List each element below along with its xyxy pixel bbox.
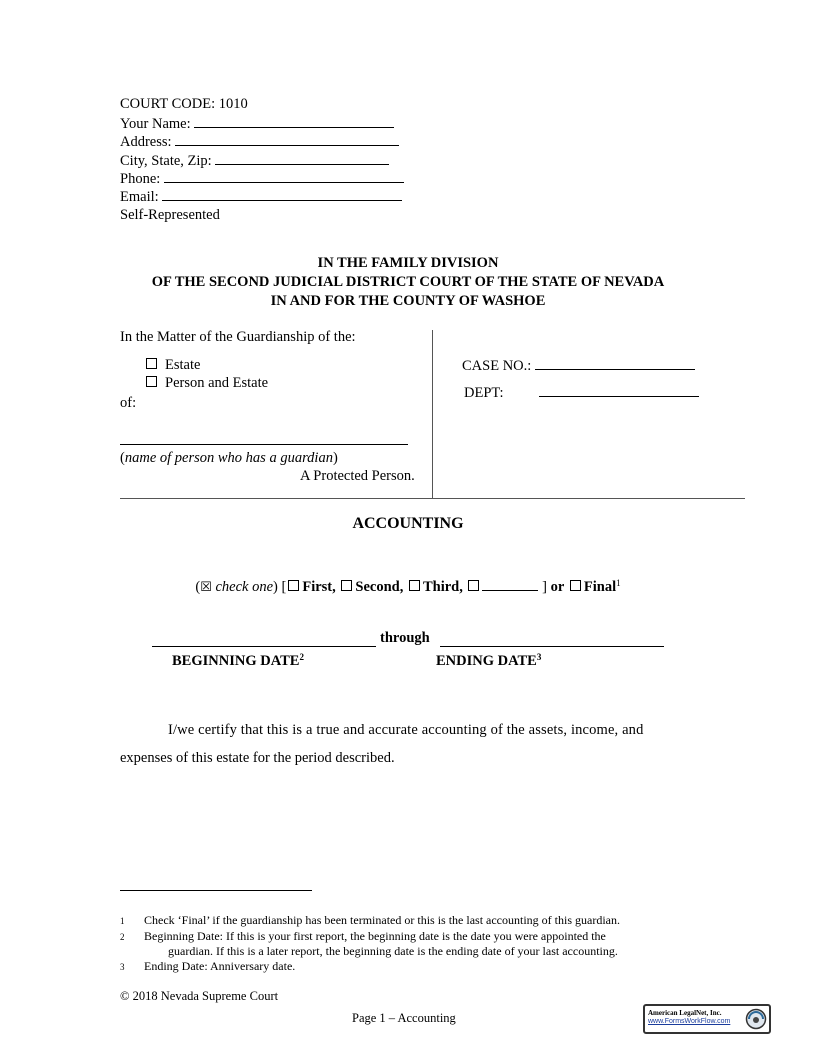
option-estate[interactable] (146, 356, 200, 374)
case-no-row (462, 356, 695, 375)
american-legalnet-logo[interactable] (643, 1004, 771, 1034)
copyright: © 2018 Nevada Supreme Court (120, 989, 279, 1003)
third-label: Third, (422, 579, 463, 595)
dept-field[interactable] (539, 383, 699, 397)
final-checkbox[interactable] (570, 580, 581, 591)
phone-field[interactable] (164, 169, 404, 183)
protected-name-field[interactable] (120, 444, 408, 445)
case-no-label: CASE NO.: (462, 358, 532, 374)
address-label: Address: (120, 134, 172, 150)
first-checkbox[interactable] (288, 580, 299, 591)
ending-date-field[interactable] (440, 646, 664, 647)
globe-icon (745, 1008, 767, 1030)
phone-row (120, 169, 404, 188)
other-ordinal-field[interactable] (482, 577, 538, 591)
case-no-field[interactable] (535, 356, 695, 370)
court-code: COURT CODE: 1010 (120, 96, 248, 112)
person-estate-checkbox[interactable] (146, 376, 157, 387)
first-label: First, (302, 579, 336, 595)
phone-label: Phone: (120, 171, 161, 187)
footnote-separator (120, 890, 312, 891)
or-label: or (550, 579, 565, 595)
protected-person: A Protected Person. (300, 468, 415, 484)
second-checkbox[interactable] (341, 580, 352, 591)
beginning-date-text: BEGINNING DATE (172, 653, 300, 669)
checked-box-icon: ☒ (200, 579, 212, 594)
through-label: through (380, 630, 430, 646)
name-hint-text: name of person who has a guardian (124, 450, 333, 466)
email-field[interactable] (162, 187, 402, 201)
footnote-2-text-line-1: Beginning Date: If this is your first report, the beginning date is the date you were appointed the (144, 929, 606, 943)
document-title: ACCOUNTING (352, 515, 464, 532)
matter-text: In the Matter of the Guardianship of the: (120, 329, 356, 345)
footnote-2-text-line-2: guardian. If this is a later report, the beginning date is the ending date of your last accounting. (168, 944, 618, 958)
email-row (120, 187, 402, 206)
city-field[interactable] (215, 151, 389, 165)
address-field[interactable] (175, 132, 399, 146)
footnote-1-num: 1 (120, 916, 125, 926)
email-label: Email: (120, 189, 159, 205)
person-estate-label: Person and Estate (165, 375, 269, 391)
your-name-label: Your Name: (120, 116, 191, 132)
estate-label: Estate (165, 357, 201, 373)
page-label: Page 1 – Accounting (352, 1011, 456, 1025)
final-label: Final (583, 579, 617, 595)
footnote-3-text: Ending Date: Anniversary date. (144, 959, 296, 973)
name-hint: (name of person who has a guardian) (120, 450, 338, 466)
court-line-3: IN AND FOR THE COUNTY OF WASHOE (270, 293, 546, 309)
second-label: Second, (355, 579, 404, 595)
your-name-field[interactable] (194, 114, 394, 128)
check-one-text: check one (215, 579, 274, 595)
footnote-3-num: 3 (120, 962, 125, 972)
of-label: of: (120, 395, 137, 411)
beginning-date-field[interactable] (152, 646, 376, 647)
court-line-1: IN THE FAMILY DIVISION (317, 255, 499, 271)
ending-date-label (436, 648, 541, 670)
footnote-1-text: Check ‘Final’ if the guardianship has been terminated or this is the last accounting of this guardian. (144, 913, 620, 927)
other-checkbox[interactable] (468, 580, 479, 591)
self-represented: Self-Represented (120, 207, 220, 223)
third-checkbox[interactable] (409, 580, 420, 591)
certify-line-1: I/we certify that this is a true and accurate accounting of the assets, income, and (168, 722, 644, 738)
city-row (120, 151, 389, 170)
dept-row (464, 383, 699, 402)
your-name-row (120, 114, 394, 133)
ending-date-text: ENDING DATE (436, 653, 537, 669)
footnote-ref-3: 3 (536, 652, 542, 662)
estate-checkbox[interactable] (146, 358, 157, 369)
footnote-ref-2: 2 (299, 652, 304, 662)
city-label: City, State, Zip: (120, 153, 212, 169)
footnote-2-num: 2 (120, 932, 125, 942)
address-row (120, 132, 399, 151)
dept-label: DEPT: (464, 385, 504, 401)
beginning-date-label (172, 648, 304, 670)
accounting-type-row: (☒ check one) [ First, Second, Third, ] or Final$^1$ (195, 578, 621, 595)
logo-url[interactable]: www.FormsWorkFlow.com (648, 1018, 731, 1025)
certify-line-2: expenses of this estate for the period described. (120, 750, 395, 766)
caption-divider (432, 330, 433, 499)
logo-company: American LegalNet, Inc. (648, 1009, 722, 1017)
footnote-ref-1: 1 (616, 578, 621, 588)
court-line-2: OF THE SECOND JUDICIAL DISTRICT COURT OF THE STATE OF NEVADA (151, 274, 665, 290)
option-person-estate[interactable] (146, 374, 268, 392)
caption-bottom-rule (120, 498, 745, 499)
